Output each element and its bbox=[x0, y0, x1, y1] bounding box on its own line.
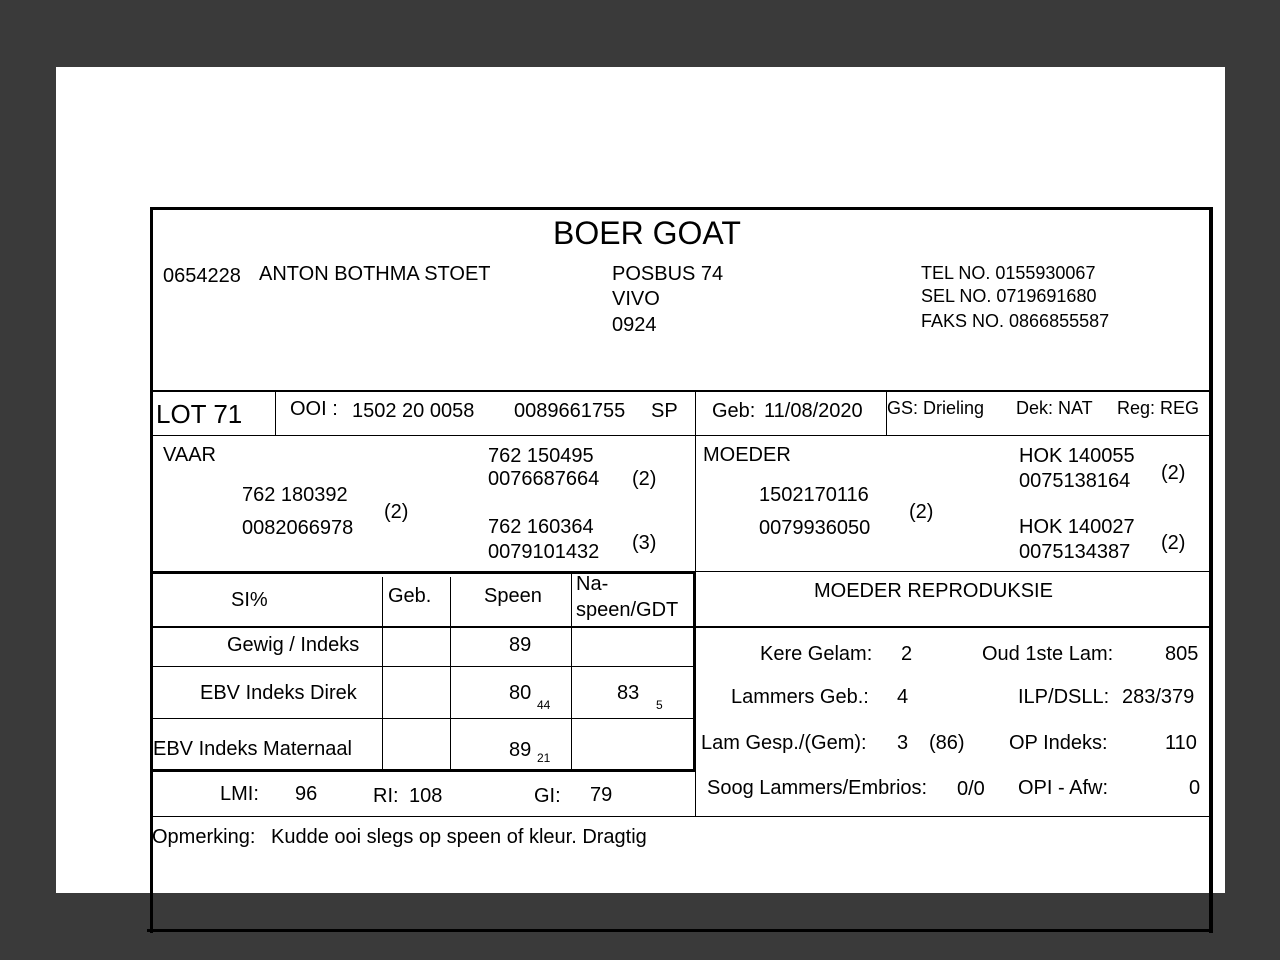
vaar-number: 762 180392 bbox=[242, 484, 348, 506]
naspeen-header-2: speen/GDT bbox=[576, 599, 679, 621]
divider-row2 bbox=[150, 718, 695, 719]
lam-gesp-label: Lam Gesp./(Gem): bbox=[701, 732, 867, 754]
divider-lot bbox=[150, 435, 1213, 436]
moeder-sire-number: HOK 140055 bbox=[1019, 445, 1135, 467]
ri-value: 108 bbox=[409, 785, 443, 807]
oud-1ste-lam-value: 805 bbox=[1165, 643, 1199, 665]
row-ebv-direk-speen: 80 bbox=[509, 682, 532, 704]
gs-value: GS: Drieling bbox=[887, 398, 985, 418]
paper-sheet bbox=[56, 67, 1225, 893]
border-right bbox=[1209, 207, 1213, 933]
divider-pedigree-left bbox=[150, 571, 695, 574]
kere-gelam-value: 2 bbox=[901, 643, 913, 665]
lmi-value: 96 bbox=[295, 783, 318, 805]
ooi-number: 1502 20 0058 bbox=[352, 400, 475, 422]
oud-1ste-lam-label: Oud 1ste Lam: bbox=[982, 643, 1114, 665]
opmerking-text: Kudde ooi slegs op speen of kleur. Dragtig bbox=[271, 826, 647, 848]
vaar-id: 0082066978 bbox=[242, 517, 354, 539]
address-line-3: 0924 bbox=[612, 314, 657, 336]
vaar-sire-count: (2) bbox=[632, 468, 657, 490]
op-indeks-label: OP Indeks: bbox=[1009, 732, 1108, 754]
moeder-number: 1502170116 bbox=[759, 484, 869, 506]
vaar-dam-number: 762 160364 bbox=[488, 516, 594, 538]
moeder-dam-number: HOK 140027 bbox=[1019, 516, 1135, 538]
ilp-dsll-value: 283/379 bbox=[1122, 686, 1195, 708]
naspeen-header-1: Na- bbox=[576, 573, 609, 595]
divider-header bbox=[150, 390, 1213, 392]
divider-si-header bbox=[150, 626, 1213, 628]
lammers-geb-value: 4 bbox=[897, 686, 909, 708]
gi-label: GI: bbox=[534, 785, 561, 807]
address-line-1: POSBUS 74 bbox=[612, 263, 724, 285]
row-ebv-direk-naspeen-sub: 5 bbox=[656, 698, 663, 712]
card-title: BOER GOAT bbox=[553, 215, 741, 251]
vaar-sire-id: 0076687664 bbox=[488, 468, 600, 490]
vaar-sire-number: 762 150495 bbox=[488, 445, 594, 467]
speen-header: Speen bbox=[484, 585, 542, 607]
row-ebv-maternaal-speen-sub: 21 bbox=[537, 751, 551, 765]
soog-value: 0/0 bbox=[957, 778, 985, 800]
sel-number: SEL NO. 0719691680 bbox=[921, 286, 1097, 306]
soog-label: Soog Lammers/Embrios: bbox=[707, 777, 928, 799]
lot-card bbox=[150, 207, 1213, 933]
moeder-sire-id: 0075138164 bbox=[1019, 470, 1131, 492]
row-gewig-speen: 89 bbox=[509, 634, 532, 656]
faks-number: FAKS NO. 0866855587 bbox=[921, 311, 1110, 331]
moeder-count: (2) bbox=[909, 501, 934, 523]
kere-gelam-label: Kere Gelam: bbox=[760, 643, 873, 665]
dek-value: Dek: NAT bbox=[1016, 398, 1093, 418]
opmerking-label: Opmerking: bbox=[152, 826, 256, 848]
row-label-ebv-direk: EBV Indeks Direk bbox=[200, 682, 357, 704]
vaar-dam-count: (3) bbox=[632, 532, 657, 554]
moeder-sire-count: (2) bbox=[1161, 462, 1186, 484]
border-bottom bbox=[147, 929, 1213, 932]
divider-col-naspeen bbox=[571, 571, 572, 769]
ooi-code: SP bbox=[651, 400, 678, 422]
moeder-label: MOEDER bbox=[703, 444, 791, 466]
ooi-label: OOI : bbox=[290, 398, 338, 420]
ri-label: RI: bbox=[373, 785, 399, 807]
moeder-id: 0079936050 bbox=[759, 517, 871, 539]
reg-value: Reg: REG bbox=[1117, 398, 1200, 418]
ooi-id: 0089661755 bbox=[514, 400, 626, 422]
divider-index bbox=[150, 816, 1213, 817]
vaar-count: (2) bbox=[384, 501, 409, 523]
breeder-name: ANTON BOTHMA STOET bbox=[259, 263, 491, 285]
geb-label: Geb: bbox=[712, 400, 756, 422]
op-indeks-value: 110 bbox=[1165, 732, 1197, 754]
divider-row3 bbox=[150, 769, 695, 772]
tel-number: TEL NO. 0155930067 bbox=[921, 263, 1096, 283]
divider-si-right bbox=[693, 571, 696, 771]
moeder-dam-id: 0075134387 bbox=[1019, 541, 1131, 563]
address-line-2: VIVO bbox=[612, 288, 660, 310]
lam-gesp-value: 3 bbox=[897, 732, 909, 754]
vaar-dam-id: 0079101432 bbox=[488, 541, 600, 563]
breeder-code: 0654228 bbox=[163, 265, 241, 287]
lot-number: LOT 71 bbox=[156, 399, 243, 429]
row-ebv-direk-naspeen: 83 bbox=[617, 682, 640, 704]
ilp-dsll-label: ILP/DSLL: bbox=[1018, 686, 1110, 708]
divider-pedigree-right bbox=[695, 571, 1213, 572]
row-label-gewig: Gewig / Indeks bbox=[227, 634, 360, 656]
vaar-label: VAAR bbox=[163, 444, 216, 466]
lammers-geb-label: Lammers Geb.: bbox=[731, 686, 869, 708]
border-left bbox=[150, 207, 153, 933]
si-header: SI% bbox=[231, 589, 268, 611]
moeder-dam-count: (2) bbox=[1161, 532, 1186, 554]
geb-header: Geb. bbox=[388, 585, 432, 607]
lam-gesp-gem-value: (86) bbox=[929, 732, 965, 754]
divider-lot-box bbox=[275, 390, 276, 436]
geb-date: 11/08/2020 bbox=[764, 400, 863, 422]
row-label-ebv-maternaal: EBV Indeks Maternaal bbox=[153, 738, 352, 760]
opi-afw-value: 0 bbox=[1189, 777, 1201, 799]
lmi-label: LMI: bbox=[220, 783, 259, 805]
divider-col-geb bbox=[382, 577, 383, 769]
reproduksie-title: MOEDER REPRODUKSIE bbox=[814, 580, 1053, 602]
border-top bbox=[150, 207, 1213, 210]
divider-row1 bbox=[150, 666, 695, 667]
row-ebv-direk-speen-sub: 44 bbox=[537, 698, 551, 712]
row-ebv-maternaal-speen: 89 bbox=[509, 739, 532, 761]
divider-col-speen bbox=[450, 577, 451, 769]
opi-afw-label: OPI - Afw: bbox=[1018, 777, 1109, 799]
gi-value: 79 bbox=[590, 784, 613, 806]
